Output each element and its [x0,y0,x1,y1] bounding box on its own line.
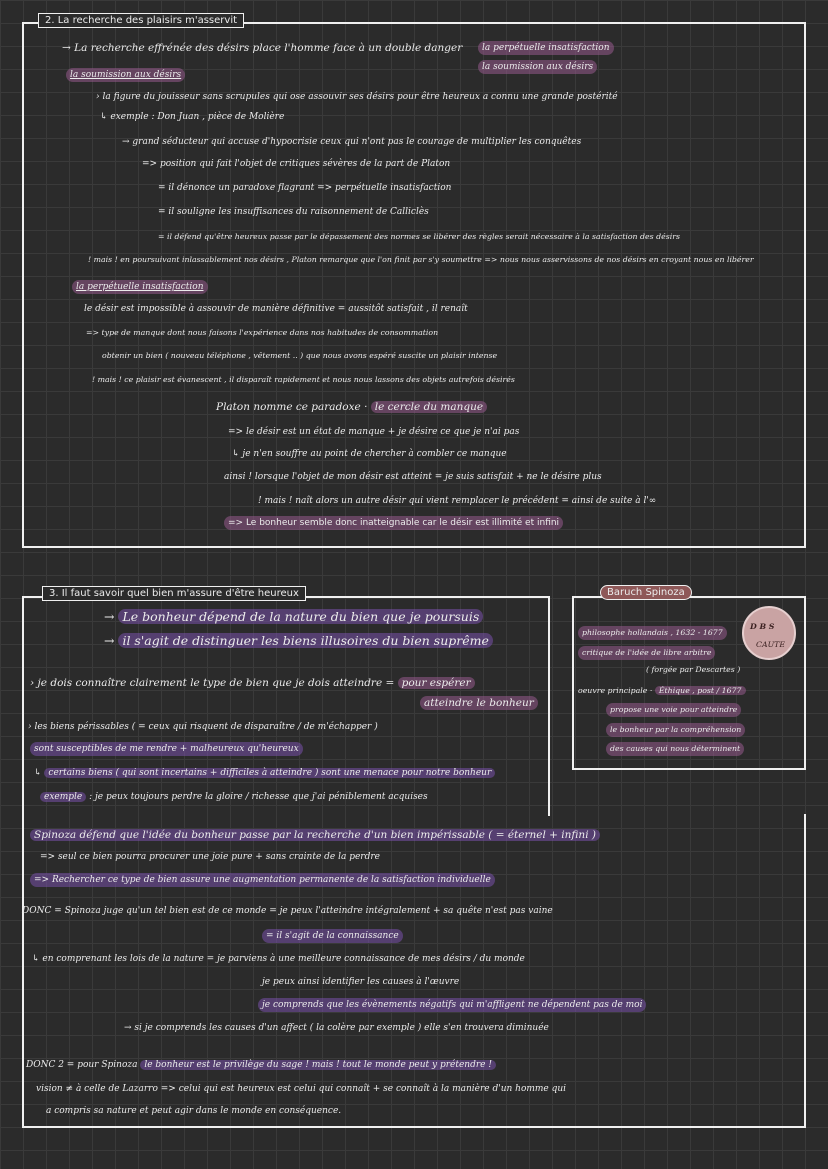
spinoza-p4: oeuvre principale · Éthique , post / 1677 [578,684,746,698]
s3-b3: sont susceptibles de me rendre + malheureux qu'heureux [30,742,303,756]
s2-l5: = il dénonce un paradoxe flagrant => perpétuelle insatisfaction [158,183,452,193]
s3-b2: › les biens périssables ( = ceux qui risquent de disparaître / de m'échapper ) [28,722,378,732]
s2-m4: ! mais ! ce plaisir est évanescent , il disparaît rapidement et nous nous lassons des objets autrefois désirés [92,375,515,384]
s3-b4: ↳ certains biens ( qui sont incertains + difficiles à atteindre ) sont une menace pour notre bonheur [34,766,495,780]
seal-letters: D B S [750,622,775,631]
s2-l8: ! mais ! en poursuivant inlassablement nos désirs , Platon remarque que l'on finit par s'y soumettre => nous nous asservissons de nos désirs en croyant nous en libérer [88,255,754,264]
spinoza-p5: propose une voie pour atteindre [606,703,741,717]
s2-m2: => type de manque dont nous faisons l'expérience dans nos habitudes de consommation [86,328,439,337]
spinoza-p2: critique de l'idée de libre arbitre [578,646,715,660]
s2-l7: = il défend qu'être heureux passe par le dépassement des normes se libérer des règles serait nécessaire à la satisfaction des désirs [158,232,680,241]
s2-l3: → grand séducteur qui accuse d'hypocrisie ceux qui n'ont pas le courage de multiplier les conquêtes [122,137,582,147]
s2-m6: => le désir est un état de manque + je désire ce que je n'ai pas [228,427,520,437]
s3-d2: vision ≠ à celle de Lazarro => celui qui est heureux est celui qui connaît + se connaît à la manière d'un homme qui [36,1084,567,1094]
s3-c2: => seul ce bien pourra procurer une joie pure + sans crainte de la perdre [40,852,380,862]
s3-d3: a compris sa nature et peut agir dans le monde en conséquence. [46,1106,342,1116]
s3-c5: = il s'agit de la connaissance [262,929,403,943]
s2-danger2: la soumission aux désirs [478,60,597,74]
s2-sub2-title: la perpétuelle insatisfaction [72,280,208,294]
s2-m3: obtenir un bien ( nouveau téléphone , vêtement .. ) que nous avons espéré suscite un plaisir intense [102,351,498,360]
s2-m5: Platon nomme ce paradoxe · le cercle du manque [216,400,487,414]
s3-a2: → il s'agit de distinguer les biens illusoires du bien suprême [104,634,493,648]
s3-d1: DONC 2 = pour Spinoza le bonheur est le privilège du sage ! mais ! tout le monde peut y prétendre ! [26,1058,496,1072]
spinoza-p6: le bonheur par la compréhension [606,723,745,737]
spinoza-p7: des causes qui nous déterminent [606,742,744,756]
s2-m8: ainsi ! lorsque l'objet de mon désir est atteint = je suis satisfait + ne le désire plus [224,472,602,482]
s3-c4: DONC = Spinoza juge qu'un tel bien est de ce monde = je peux l'atteindre intégralement + sa quête n'est pas vaine [22,906,553,916]
s2-m7: ↳ je n'en souffre au point de chercher à combler ce manque [232,449,507,459]
s3-b1h2: atteindre le bonheur [420,696,538,710]
section3-title: 3. Il faut savoir quel bien m'assure d'être heureux [42,586,306,601]
section2-title: 2. La recherche des plaisirs m'asservit [38,13,244,28]
s3-c7: je peux ainsi identifier les causes à l'œuvre [262,977,460,987]
s3-b1: › je dois connaître clairement le type de bien que je dois atteindre = pour espérer [30,676,475,690]
spinoza-title: Baruch Spinoza [600,585,692,600]
s2-m1: le désir est impossible à assouvir de manière définitive = aussitôt satisfait , il renaît [84,304,468,314]
s2-sub1-title: la soumission aux désirs [66,68,185,82]
s2-l1: › la figure du jouisseur sans scrupules qui ose assouvir ses désirs pour être heureux a connu une grande postérité [96,92,618,102]
seal-motto: CAUTE [756,640,786,649]
s3-c1: Spinoza défend que l'idée du bonheur passe par la recherche d'un bien impérissable ( = éternel + infini ) [30,828,600,842]
s3-b5: exemple : je peux toujours perdre la gloire / richesse que j'ai péniblement acquises [40,790,428,804]
s3-c3: => Rechercher ce type de bien assure une augmentation permanente de la satisfaction individuelle [30,873,495,887]
s3-c9: → si je comprends les causes d'un affect ( la colère par exemple ) elle s'en trouvera diminuée [124,1023,549,1033]
s2-m9: ! mais ! naît alors un autre désir qui vient remplacer le précédent = ainsi de suite à l'∞ [258,496,657,506]
spinoza-seal-icon [742,606,796,660]
s2-intro: → La recherche effrénée des désirs place l'homme face à un double danger [62,42,463,54]
s2-l2: ↳ exemple : Don Juan , pièce de Molière [100,112,285,122]
s3-c8: je comprends que les évènements négatifs qui m'affligent ne dépendent pas de moi [258,998,646,1012]
s3-c6: ↳ en comprenant les lois de la nature = je parviens à une meilleure connaissance de mes désirs / du monde [32,954,525,964]
s2-m10: => Le bonheur semble donc inatteignable car le désir est illimité et infini [224,516,563,530]
spinoza-p3: ( forgée par Descartes ) [646,665,741,674]
s3-a1: → Le bonheur dépend de la nature du bien que je poursuis [104,610,483,624]
s2-l6: = il souligne les insuffisances du raisonnement de Calliclès [158,207,429,217]
s2-danger1: la perpétuelle insatisfaction [478,41,614,55]
s2-l4: => position qui fait l'objet de critiques sévères de la part de Platon [142,159,451,169]
spinoza-p1: philosophe hollandais , 1632 - 1677 [578,626,727,640]
